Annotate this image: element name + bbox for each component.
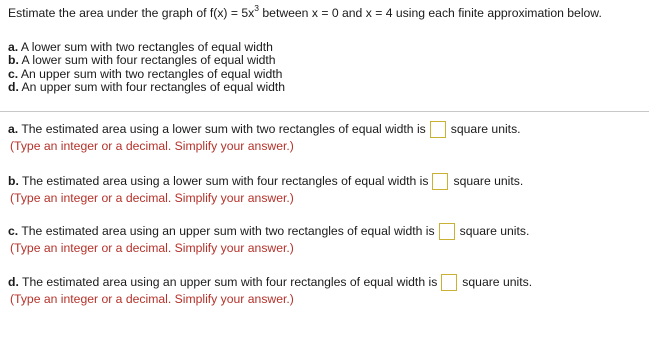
unit-label: square units. <box>450 122 521 136</box>
question-c <box>8 222 529 255</box>
answer-input-b[interactable] <box>432 173 448 190</box>
exponent: 3 <box>254 2 259 13</box>
part-text: A lower sum with four rectangles of equal width <box>18 53 276 68</box>
problem-statement-start: Estimate the area under the graph of f(x) = 5x <box>8 6 255 20</box>
question-letter: c. <box>8 224 19 238</box>
question-letter: a. <box>8 122 19 136</box>
part-letter: a. <box>8 40 19 54</box>
answer-input-a[interactable] <box>430 121 446 138</box>
problem-statement <box>8 2 602 20</box>
divider <box>0 111 649 112</box>
part-text: A lower sum with two rectangles of equal width <box>18 40 273 54</box>
question-text: The estimated area using an upper sum with two rectangles of equal width is <box>18 224 435 238</box>
part-letter: b. <box>8 53 19 68</box>
answer-hint: (Type an integer or a decimal. Simplify your answer.) <box>10 191 294 205</box>
part-text: An upper sum with two rectangles of equal width <box>18 66 283 81</box>
unit-label: square units. <box>459 224 530 238</box>
question-text: The estimated area using an upper sum with four rectangles of equal width is <box>18 275 438 289</box>
answer-hint: (Type an integer or a decimal. Simplify your answer.) <box>10 292 294 306</box>
question-b-line <box>8 172 523 190</box>
part-letter: c. <box>8 66 19 81</box>
question-a <box>8 120 521 153</box>
question-text: The estimated area using a lower sum with four rectangles of equal width is <box>18 174 429 188</box>
question-c-line <box>8 222 529 240</box>
part-d <box>8 81 285 94</box>
part-c <box>8 68 285 81</box>
unit-label: square units. <box>462 275 533 289</box>
question-text: The estimated area using a lower sum with two rectangles of equal width is <box>18 122 426 136</box>
unit-label: square units. <box>453 174 524 188</box>
part-b <box>8 54 285 67</box>
question-letter: b. <box>8 174 19 188</box>
answer-hint: (Type an integer or a decimal. Simplify your answer.) <box>10 241 294 255</box>
part-text: An upper sum with four rectangles of equal width <box>18 79 286 94</box>
question-letter: d. <box>8 275 19 289</box>
problem-statement-end: between x = 0 and x = 4 using each finite approximation below. <box>259 6 602 20</box>
question-d <box>8 273 532 306</box>
part-a <box>8 41 285 54</box>
answer-input-c[interactable] <box>439 223 455 240</box>
part-letter: d. <box>8 79 19 94</box>
parts-list <box>8 41 285 94</box>
answer-hint: (Type an integer or a decimal. Simplify your answer.) <box>10 139 294 153</box>
question-b <box>8 172 523 205</box>
answer-input-d[interactable] <box>441 274 457 291</box>
question-a-line <box>8 120 521 138</box>
question-d-line <box>8 273 532 291</box>
